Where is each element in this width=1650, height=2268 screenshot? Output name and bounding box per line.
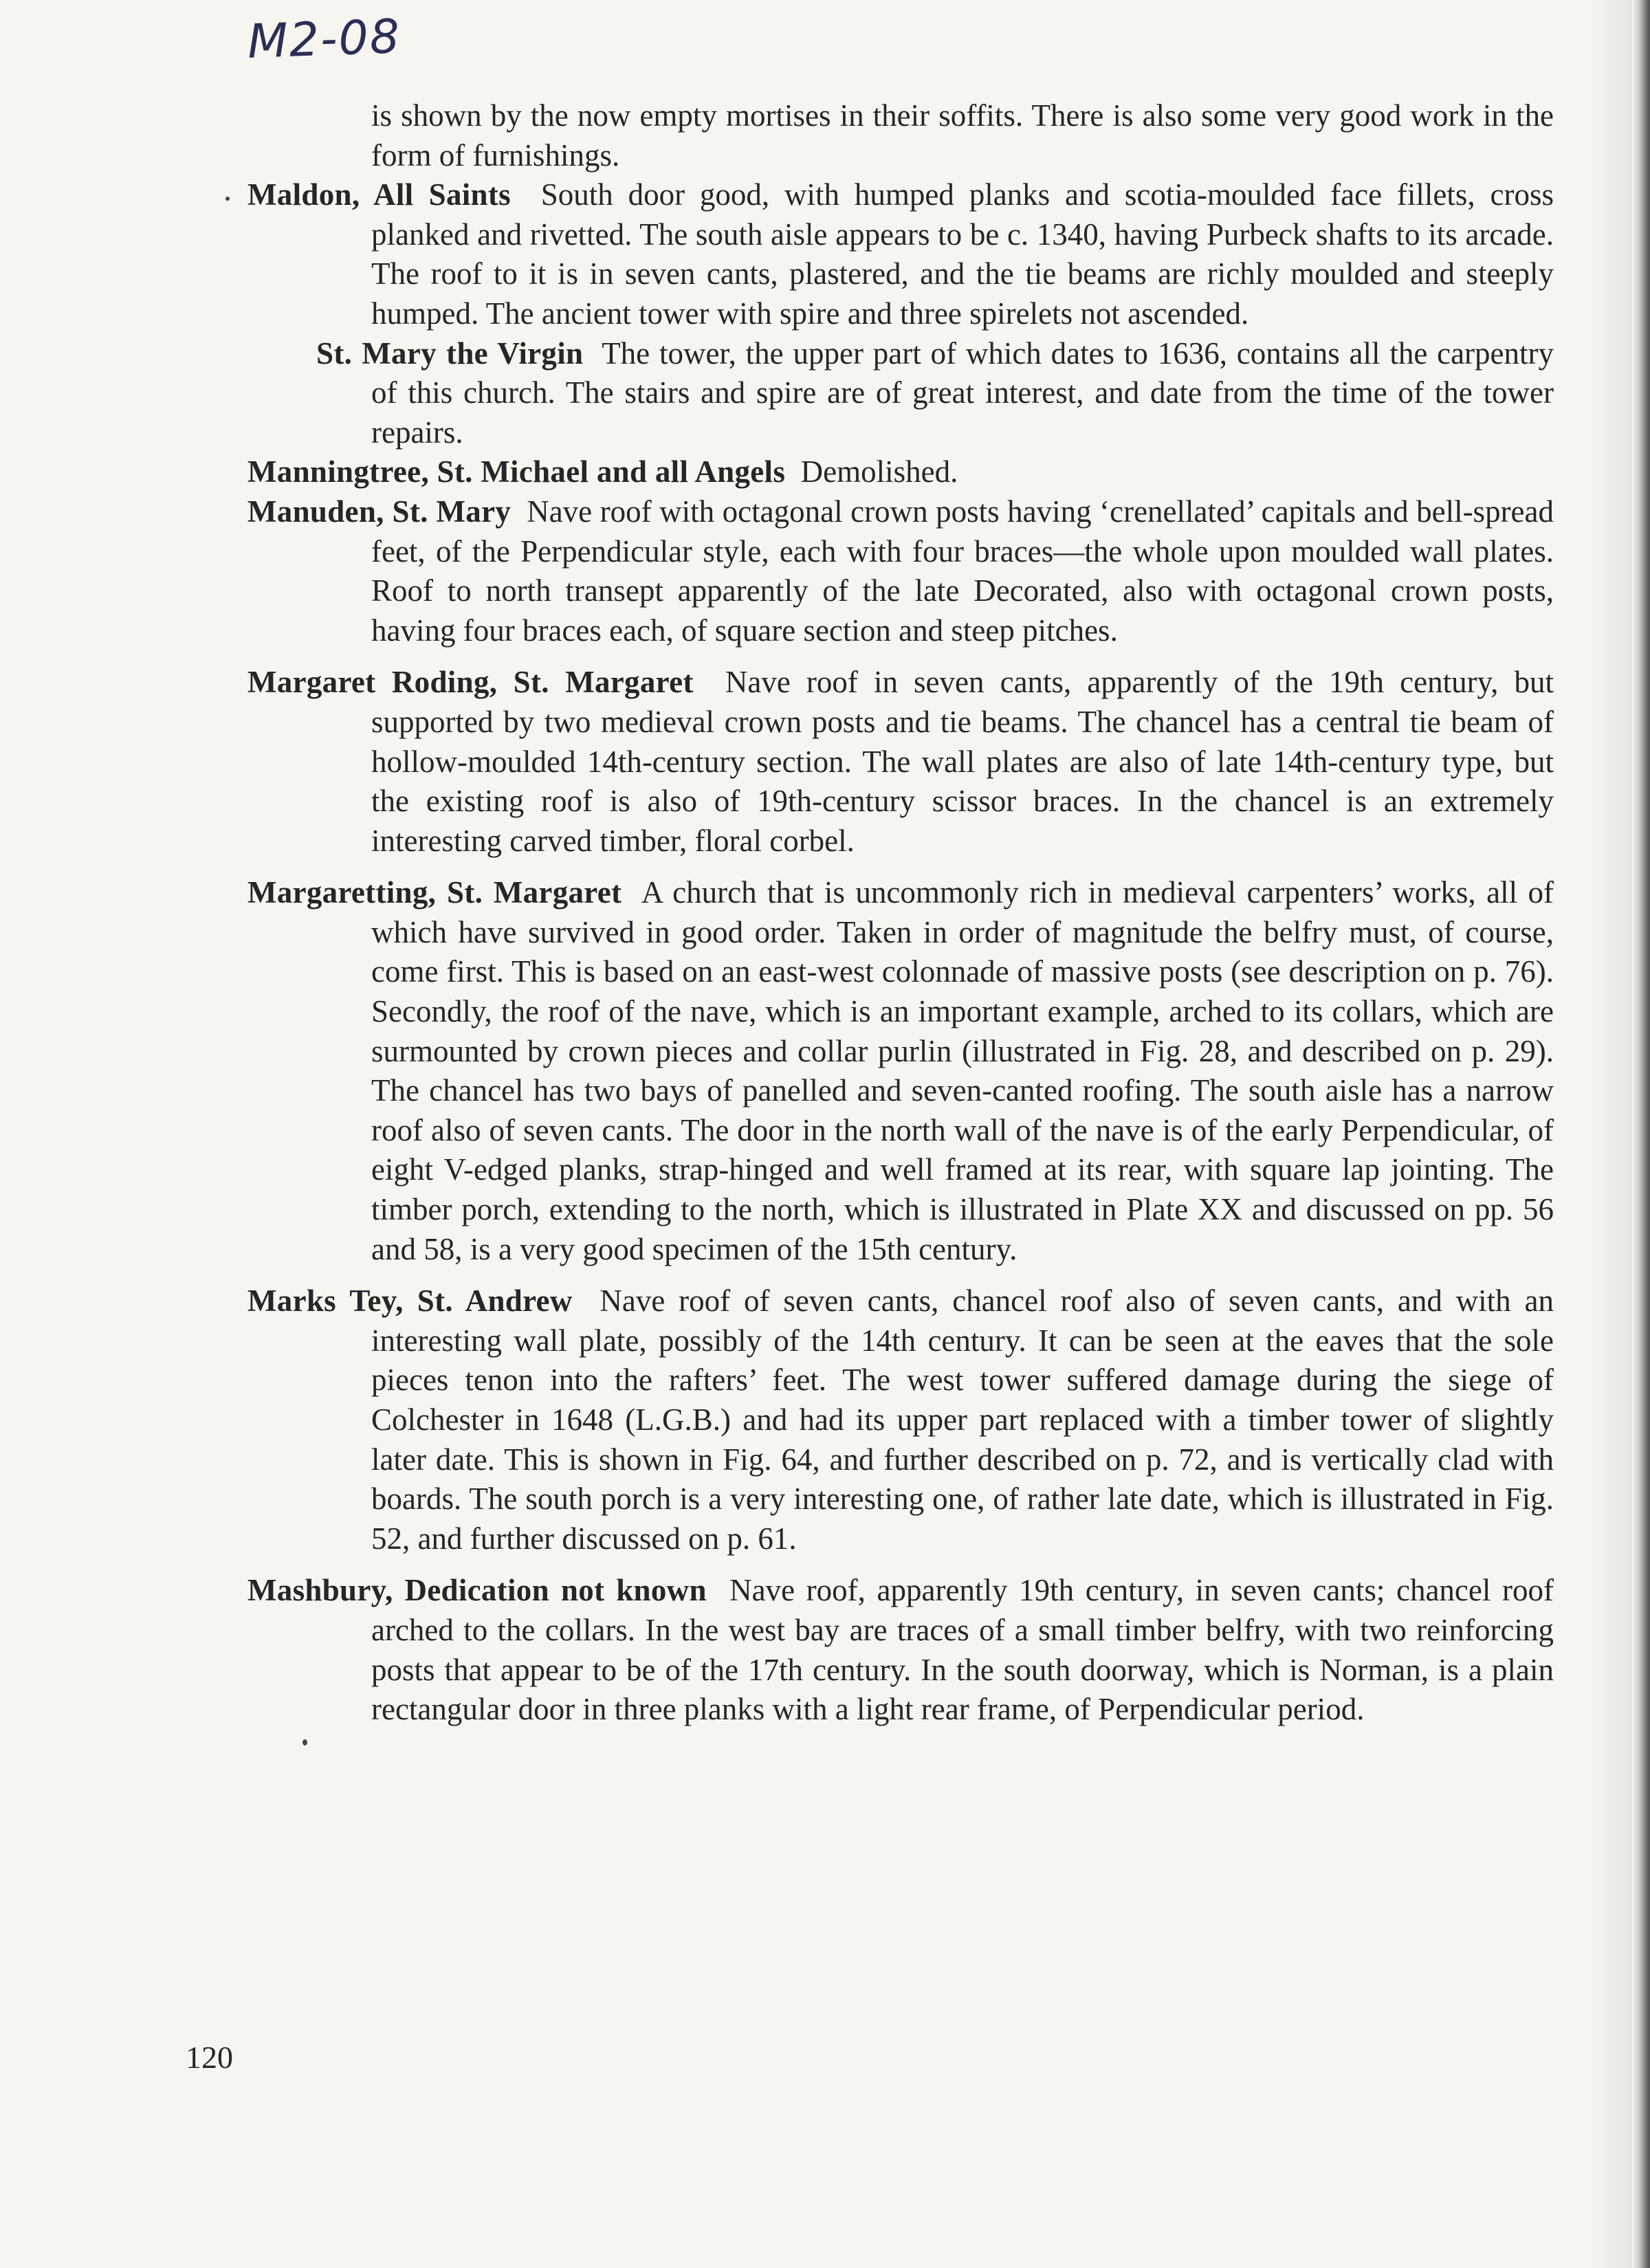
- entry-marks-tey: [248, 1281, 1554, 1559]
- page-edge: [1632, 0, 1650, 2268]
- entry-margaretting: [248, 873, 1554, 1269]
- entry-text: Nave roof in seven cants, apparently of the 19th century, but supported by two medieval crown posts and tie beams. The chancel has a central tie beam of hollow-moulded 14th-century section. The wall plates are also of late 14th-century type, but the existing roof is also of 19th-century scissor braces. In the chancel is an extremely interesting carved timber, floral corbel.: [371, 665, 1554, 858]
- paper-speck: [226, 197, 230, 201]
- page-edge-shadow: [1591, 0, 1632, 2268]
- entry-heading: Margaretting, St. Margaret: [248, 875, 622, 910]
- paper-speck: [302, 1739, 307, 1746]
- entry-text: The tower, the upper part of which dates to 1636, contains all the carpentry of this church. The stairs and spire are of great interest, and date from the time of the tower repairs.: [371, 335, 1554, 450]
- handwritten-note: M2-08: [246, 10, 402, 69]
- entry-margaret-roding: [248, 663, 1554, 861]
- entry-text: Nave roof with octagonal crown posts having ‘crenellated’ capitals and bell-spread feet, of the Perpendicular style, each with four braces—the whole upon moulded wall plates. Roof to north transept apparently of the late Decorated, also with octagonal crown posts, having four braces each, of square section and steep pitches.: [371, 494, 1554, 648]
- entry-heading: Maldon, All Saints: [248, 177, 511, 212]
- continuation-paragraph: is shown by the now empty mortises in their soffits. There is also some very good work in the form of furnishings.: [371, 98, 1554, 173]
- entry-manuden: [248, 492, 1554, 650]
- entry-heading: Manuden, St. Mary: [248, 494, 512, 529]
- entry-text: Nave roof of seven cants, chancel roof also of seven cants, and with an interesting wall plate, possibly of the 14th century. It can be seen at the eaves that the sole pieces tenon into the rafters’ feet. The west tower suffered damage during the siege of Colchester in 1648 (L.G.B.) and had its upper part replaced with a timber tower of slightly later date. This is shown in Fig. 64, and further described on p. 72, and is vertically clad with boards. The south porch is a very interesting one, of rather late date, which is illustrated in Fig. 52, and further discussed on p. 61.: [371, 1284, 1554, 1556]
- entry-mashbury: [248, 1571, 1554, 1729]
- entry-heading: Mashbury, Dedication not known: [248, 1573, 707, 1608]
- entry-manningtree: [248, 452, 1554, 492]
- entry-heading: Marks Tey, St. Andrew: [248, 1284, 573, 1319]
- entry-maldon-all-saints: [248, 175, 1554, 333]
- entry-text: Nave roof, apparently 19th century, in seven cants; chancel roof arched to the collars. In the west bay are traces of a small timber belfry, with two reinforcing posts that appear to be of the 17th century. In the south doorway, which is Norman, is a plain rectangular door in three planks with a light rear frame, of Perpendicular period.: [371, 1573, 1554, 1727]
- entry-heading: St. Mary the Virgin: [316, 335, 584, 371]
- entry-heading: Margaret Roding, St. Margaret: [248, 665, 694, 700]
- entry-heading: Manningtree, St. Michael and all Angels: [248, 454, 786, 489]
- entry-text: A church that is uncommonly rich in medieval carpenters’ works, all of which have survived in good order. Taken in order of magnitude the belfry must, of course, come first. This is based on an east-west colonnade of massive posts (see description on p. 76). Secondly, the roof of the nave, which is an important example, arched to its collars, which are surmounted by crown pieces and collar purlin (illustrated in Fig. 28, and described on p. 29). The chancel has two bays of panelled and seven-canted roofing. The south aisle has a narrow roof also of seven cants. The door in the north wall of the nave is of the early Perpendicular, of eight V-edged planks, strap-hinged and well framed at its rear, with square lap jointing. The timber porch, extending to the north, which is illustrated in Plate XX and discussed on pp. 56 and 58, is a very good specimen of the 15th century.: [371, 875, 1554, 1266]
- page-number: 120: [186, 2040, 233, 2075]
- entry-text: Demolished.: [800, 454, 958, 489]
- page-text: [248, 96, 1554, 1730]
- entry-text: South door good, with humped planks and scotia-moulded face fillets, cross planked and rivetted. The south aisle appears to be c. 1340, having Purbeck shafts to its arcade. The roof to it is in seven cants, plastered, and the tie beams are richly moulded and steeply humped. The ancient tower with spire and three spirelets not ascended.: [371, 177, 1554, 331]
- entry-st-mary-the-virgin: [248, 334, 1554, 453]
